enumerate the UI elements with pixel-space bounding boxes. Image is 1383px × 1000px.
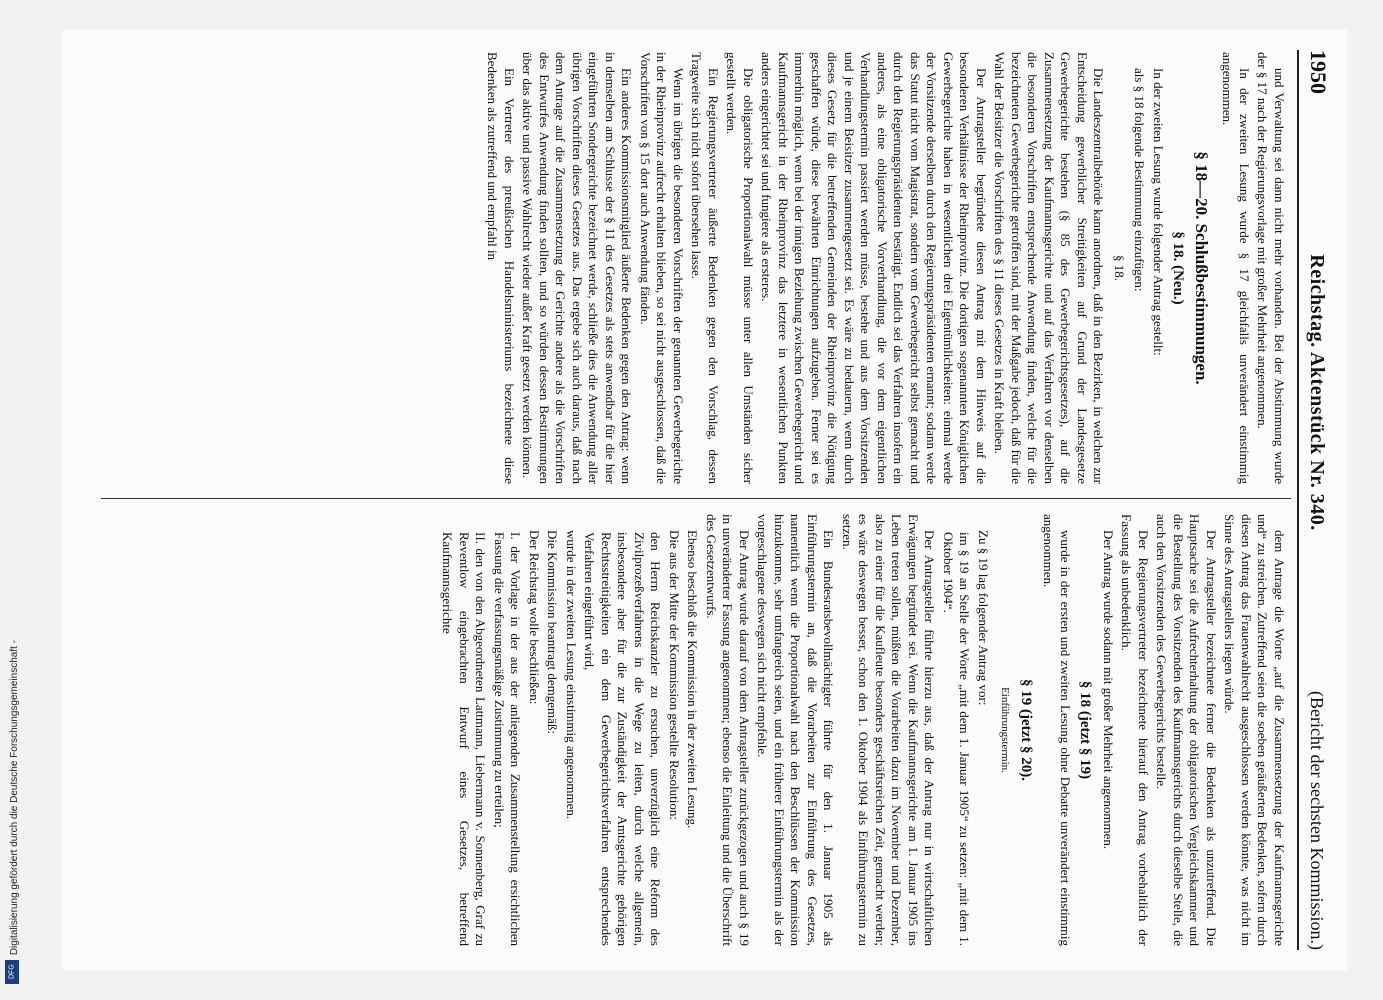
rotated-page-content <box>62 30 1347 970</box>
column-divider <box>101 498 1291 499</box>
credit-text: Digitalisierung gefördert durch die Deutsche Forschungsgemeinschaft - <box>8 640 20 956</box>
digitization-credit <box>6 596 22 1000</box>
paragraph: Wenn im übrigen die besonderen Vorschriften der genannten Gewerbegerichte in der Rheinprovinz aufrecht erhalten blieben, so sei nicht ausgeschlossen, daß die Vorschriften von § 15 dort auch Anwendung fänden. <box>638 52 686 484</box>
paragraph: Zu § 19 lag folgender Antrag vor: <box>976 530 991 706</box>
page-title: Reichstag. Aktenstück Nr. 340. <box>1306 254 1328 531</box>
paragraph: Einführungstermin. <box>999 687 1012 773</box>
paragraph: Die obligatorische Proportionalwahl müsse unter allen Umständen sicher gestellt werden. <box>724 52 756 484</box>
paragraph: Der Reichstag wolle beschließen: <box>527 530 542 705</box>
left-column <box>482 52 1287 484</box>
paragraph: wurde in der ersten und zweiten Lesung ohne Debatte unverändert einstimmig angenommen. <box>1041 514 1073 946</box>
document-page <box>62 30 1347 970</box>
section-heading: § 19 (jetzt § 20). <box>1018 678 1034 782</box>
paragraph: Der Antragsteller bezeichnete ferner die Bedenken als unzutreffend. Die Hauptsache sei die Aufrechterhaltung der obligatorischen Vergleichskammer und die Bestellung des Vorsitzenden des Kaufmannsgerichts durch dieselbe Stelle, die auch den Vorsitzenden des Gewerbegerichts bestelle. <box>1154 514 1219 946</box>
paragraph: wurde in der zweiten Lesung einstimmig angenommen. <box>564 530 579 820</box>
paragraph: als § 18 folgende Bestimmung einzufügen: <box>1132 68 1148 292</box>
paragraph: Ein Vertreter des preußischen Handelsministeriums bezeichnete diese Bedenken als zutreffend und empfahl in <box>485 52 517 484</box>
paragraph: In der zweiten Lesung wurde § 17 gleichfalls unverändert einstimmig angenommen. <box>1220 52 1252 484</box>
paragraph: und Verwaltung sei dann nicht mehr vorhanden. Bei der Abstimmung wurde der § 17 nach der Regierungsvorlage mit großer Mehrheit angenommen. <box>1255 52 1287 484</box>
section-heading: § 18—20. Schlußbestimmungen. <box>1192 151 1211 385</box>
paragraph: Der Regierungsvertreter bezeichnete hierauf den Antrag vorbehaltlich der Fassung als unbedenklich. <box>1119 514 1151 946</box>
paragraph: dem Antrage die Worte „auf die Zusammensetzung der Kaufmannsgerichte und“ zu streichen. Zutreffend seien die soeben geäußerten Bedenken, sofern durch diesen Antrag das Frauenwahlrecht ausgeschlossen werden könnte, was nicht im Sinne des Antragstellers liegen würde. <box>1222 514 1287 946</box>
paragraph: Ein Bundesratsbevollmächtigter führte für den 1. Januar 1905 als Einführungstermin an, daß die Vorarbeiten zur Einführung des Gesetzes, namentlich wenn die Proportionalwahl nach den Beschlüssen der Kommission hinzukomme, sehr umfangreich seien, und ein früherer Einführungstermin als der vorgeschlagene deswegen sich nicht empfehle. <box>755 514 837 946</box>
page-number: 1950 <box>1306 50 1331 94</box>
paragraph: Der Antragsteller führte hierzu aus, daß der Antrag nur in wirtschaftlichen Erwägungen begründet sei. Wenn die Kaufmannsgerichte am 1. Januar 1905 ins Leben treten sollen, müßten die Vorarbeiten dazu im November und Dezember, also zu einer für die Kaufleute besonders geschäftsreichen Zeit, gemacht werden; es wäre deswegen besser, schon den 1. Oktober 1904 als Einführungstermin zu setzen. <box>840 514 938 946</box>
dfg-logo <box>5 960 19 984</box>
paragraph: Die Kommission beantragt demgemäß: <box>545 530 561 734</box>
section-heading: § 18. (Neu.) <box>1170 231 1187 305</box>
dfg-logo-text: DFG <box>8 964 16 980</box>
paragraph: im § 19 an Stelle der Worte „mit dem 1. Januar 1905“ zu setzen: „mit dem 1. Oktober 1904“. <box>941 532 973 946</box>
section-heading: § 18 (jetzt § 19) <box>1077 680 1094 780</box>
paragraph: Ebenso beschloß die Kommission in der zweiten Lesung. <box>685 530 701 829</box>
paragraph: Der Antrag wurde sodann mit großer Mehrheit angenommen. <box>1101 530 1116 850</box>
paragraph: In der zweiten Lesung wurde folgender Antrag gestellt: <box>1151 68 1166 356</box>
paragraph: II. den von den Abgeordneten Lattmann, Liebermann v. Sonnenberg, Graf zu Reventlow eingebrachten Entwurf eines Gesetzes, betreffend Kaufmannsgerichte <box>440 532 489 946</box>
paragraph: Der Antrag wurde darauf von dem Antragsteller zurückgezogen und auch § 19 in unveränderter Fassung angenommen; ebenso die Einleitung und die Überschrift des Gesetzentwurfs. <box>704 514 752 946</box>
page-header <box>1297 50 1331 950</box>
paragraph: § 18. <box>1112 255 1127 281</box>
paragraph: Die aus der Mitte der Kommission gestellte Resolution: <box>667 530 682 820</box>
paragraph: Der Antragsteller begründete diesen Antrag mit dem Hinweis auf die besonderen Verhältnisse der Rheinprovinz. Die dortigen sogenannten Königlichen Gewerbegerichte haben in wesentlichen drei Eigentümlichkeiten: einmal werde der Vorsitzende derselben durch den Regierungspräsidenten ernannt; sodann werde das Statut nicht vom Magistrat, sondern vom Gewerbegericht selbst gemacht und durch den Regierungspräsidenten bestätigt. Endlich sei das Verfahren insofern ein anderes, als eine obligatorische Vorverhandlung, die vor dem eigentlichen Verhandlungstermin passiert werden müsse, bestehe und aus dem Vorsitzenden und je einem Beisitzer zusammengesetzt sei. Es wäre zu bedauern, wenn durch dieses Gesetz für die betreffenden Gemeinden der Rheinprovinz die Nötigung geschaffen würde, diese bewährten Einrichtungen aufzugeben. Ferner sei es immerhin möglich, wenn bei der innigen Beziehung zwischen Gewerbegericht und Kaufmannsgericht in der Rheinprovinz das letztere in wesentlichen Punkten anders eingerichtet sei und fungiere als ersteres. <box>759 52 989 484</box>
paragraph: den Herrn Reichskanzler zu ersuchen, unverzüglich eine Reform des Zivilprozeßverfahrens in die Wege zu leiten, durch welche allgemein, insbesondere aber für die zur Zuständigkeit der Amtsgerichte gehörigen Rechtsstreitigkeiten ein dem Gewerbegerichtsverfahren entsprechendes Verfahren eingeführt wird, <box>582 532 664 946</box>
header-subtitle: (Bericht der sechsten Kommission.) <box>1307 691 1327 950</box>
paragraph: Ein anderes Kommissionsmitglied äußerte Bedenken gegen den Antrag: wenn in demselben am Schlusse der § 11 des Gesetzes als stets anwendbar für die hier eingeführten Sondergerichte bezeichnet werde, schließe dies die Anwendung aller übrigen Vorschriften dieses Gesetzes aus. Das ergebe sich auch daraus, daß nach dem Antrage auf die Zusammensetzung der Gerichte andere als die Vorschriften des Entwurfes Anwendung finden sollten, und so würden dessen Bestimmungen über das aktive und passive Wahlrecht wieder außer Kraft gesetzt werden können. <box>520 52 635 484</box>
paragraph: Ein Regierungsvertreter äußerte Bedenken gegen den Vorschlag, dessen Tragweite sich nicht sofort übersehen lasse. <box>689 52 721 484</box>
paragraph: Die Landeszentralbehörde kann anordnen, daß in den Bezirken, in welchen zur Entscheidung gewerblicher Streitigkeiten auf Grund der Landesgesetze Gewerbegerichte bestehen (§ 85 des Gewerbegerichtsgesetzes), auf die Zusammensetzung der Kaufmannsgerichte und auf das Verfahren vor denselben die besonderen Vorschriften entsprechende Anwendung finden, welche für die bezeichneten Gewerbegerichte getroffen sind, mit der Maßgabe jedoch, daß für die Wahl der Beisitzer die Vorschriften des § 11 dieses Gesetzes in Kraft bleiben. <box>992 52 1107 484</box>
right-column <box>437 514 1287 946</box>
paragraph: I. der Vorlage in der aus der anliegenden Zusammenstellung ersichtlichen Fassung die verfassungsmäßige Zustimmung zu erteilen; <box>492 532 524 946</box>
